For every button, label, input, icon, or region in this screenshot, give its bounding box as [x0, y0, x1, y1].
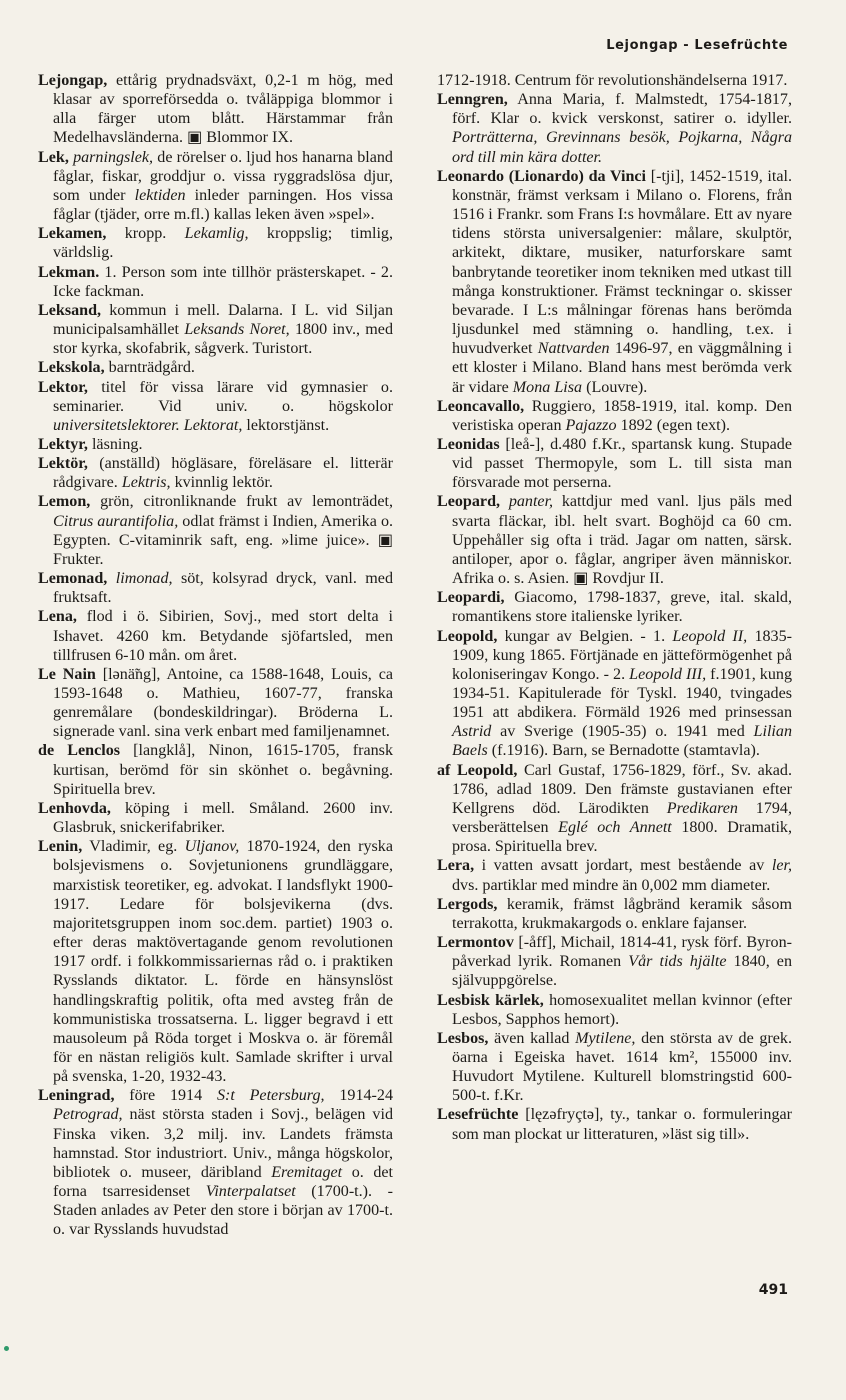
italic-term: ler, — [771, 857, 792, 875]
headword: Leksand, — [38, 301, 102, 319]
entry-text: o. det forna tsarresidenset — [53, 1163, 393, 1201]
headword: Lekman. — [38, 263, 100, 281]
dictionary-entry — [437, 761, 792, 857]
entry-text: 1892 (egen text). — [616, 416, 731, 434]
page-number: 491 — [758, 1282, 788, 1298]
headword: Lenin, — [38, 838, 83, 856]
headword: Leonidas — [437, 435, 500, 453]
entry-text — [107, 570, 115, 587]
dictionary-entry — [38, 71, 393, 148]
italic-term: Mytilene, — [575, 1029, 636, 1047]
dictionary-entry — [38, 492, 393, 569]
italic-term: Eremitaget — [271, 1163, 343, 1181]
dictionary-entry — [38, 148, 393, 225]
entry-text: [-tji], 1452-1519, ital. konstnär, främst verksam i Milano o. Florens, från 1516 i Frankr. som Frans I:s hovmålare. Ett av nyare tidens största universalgenier: målare, skulptör, arkitekt, diktare, musiker, naturforskare samt banbrytande teoretiker inom tekniken med utkast till många konstruktioner. Främst teckningar o. skisser bevarade. I L:s målningar förenas hans berömda ljusdunkel med stämning o. handling, t.ex. i huvudverket — [452, 167, 792, 358]
dictionary-entry — [437, 1029, 792, 1106]
headword: Lesbisk kärlek, — [437, 991, 544, 1009]
headword: Leopold, — [437, 627, 498, 645]
entry-text: 1840, en självuppgörelse. — [452, 953, 793, 990]
entry-text: Vladimir, eg. — [82, 838, 185, 856]
italic-term: Nattvarden — [537, 340, 610, 358]
headword: Lek, — [38, 148, 69, 166]
entry-text: homosexualitet mellan kvinnor (efter Lesbos, Sapphos hemort). — [452, 991, 793, 1028]
italic-term: universitetslektorer. Lektorat, — [53, 416, 243, 434]
dictionary-entry — [38, 301, 393, 358]
italic-term: Vår tids hjälte — [628, 953, 727, 971]
italic-term: Eglé och Annett — [558, 819, 672, 837]
entry-text: grön, citronliknande frukt av lemonträdet, — [90, 493, 393, 511]
italic-term: Lektris, — [121, 474, 171, 492]
entry-text: 1835-1909, kung 1865. Förtjänade en jätteförmögenhet på koloniseringav Kongo. - 2. — [452, 627, 793, 683]
dictionary-entry — [437, 167, 792, 397]
headword: Lesefrüchte — [437, 1106, 519, 1124]
headword: Lenhovda, — [38, 799, 111, 817]
headword: Leopardi, — [437, 589, 505, 607]
entry-text: flod i ö. Sibirien, Sovj., med stort delta i Ishavet. 4260 km. Betydande sjöfartsled, men tillfrusen 6-10 mån. om året. — [53, 608, 393, 664]
headword: Lergods, — [437, 895, 498, 913]
entry-text: kropp. — [106, 225, 185, 243]
italic-term: Astrid — [452, 723, 492, 741]
headword: Lekskola, — [38, 359, 105, 377]
headword: Lejongap, — [38, 72, 108, 89]
dictionary-entry — [437, 1105, 792, 1143]
right-column — [437, 71, 792, 1144]
entry-text: 1794, versberättelsen — [452, 799, 792, 837]
headword: Lemonad, — [38, 570, 108, 588]
entry-text: 1870-1924, den ryska bolsjevismens o. Sovjetunionens grundläggare, marxistisk teoretiker, eg. advokat. I landsflykt 1900-1917. Ledare för bolsjevikerna (dvs. majoritetsgruppen inom soc.dem. partiet) 1903 o. efter deras maktövertagande genom revolutionen 1917 ordf. i folkkommissariernas råd o. i praktiken Rysslands diktator. L. förde en hänsynslöst handlingskraftig politik, ofta med avsteg från de kommunistiska trossatserna. L. ligger begravd i ett mausoleum på Röda torget i Moskva o. är föremål för en nästan religiös kult. Samlade skrifter i urval på svenska, 1-20, 1932-43. — [53, 838, 393, 1086]
entry-text: 1800. Dramatik, prosa. Spirituella brev. — [452, 819, 792, 856]
italic-term: Lekamlig, — [184, 225, 249, 243]
entry-text: odlat främst i Indien, Amerika o. Egypten. C-vitaminrik saft, eng. »lime juice». ▣ Frukter. — [53, 512, 394, 568]
entry-text: inleder parningen. Hos vissa fåglar (tjäder, orre m.fl.) kallas leken även »spel». — [53, 186, 393, 224]
italic-term: Predikaren — [666, 799, 738, 817]
entry-text: keramik, främst lågbränd keramik såsom terrakotta, krukmakargods o. enklare fajanser. — [452, 895, 792, 932]
entry-text: barnträdgård. — [104, 359, 195, 377]
entry-text: ettårig prydnadsväxt, 0,2-1 m hög, med klasar av sporreförsedda o. tvåläppiga blommor i alla färger utom blått. Härstammar från Medelhavsländerna. ▣ Blommor IX. — [53, 72, 393, 147]
headword: Lekamen, — [38, 225, 107, 243]
dictionary-entry — [38, 224, 393, 262]
headword: Leningrad, — [38, 1087, 115, 1105]
headword: Lermontov — [437, 934, 514, 952]
entry-text: 1712-1918. Centrum för revolutionshändelserna 1917. — [437, 72, 788, 89]
entry-text: den största av de grek. öarna i Egeiska havet. 1614 km², 155000 inv. Huvudort Mytilene. Kulturell blomstringstid 600-500-t. f.Kr. — [452, 1029, 792, 1105]
dictionary-entry — [38, 378, 393, 435]
italic-term: S:t Petersburg, — [216, 1087, 325, 1105]
margin-dot — [4, 1346, 9, 1351]
italic-term: limonad, — [115, 570, 173, 588]
entry-text: [langklå], Ninon, 1615-1705, fransk kurtisan, berömd för sin skönhet o. begåvning. Spirituella brev. — [53, 742, 393, 798]
entry-text: 1800 inv., med stor kyrka, skofabrik, sågverk. Turistort. — [53, 321, 393, 358]
entry-text: av Sverige (1905-35) o. 1941 med — [491, 723, 754, 741]
left-column — [38, 71, 393, 1240]
entry-text: kungar av Belgien. - 1. — [497, 627, 673, 645]
headword: Lektyr, — [38, 435, 88, 453]
dictionary-entry — [38, 799, 393, 837]
dictionary-entry — [437, 71, 792, 90]
headword: Le Nain — [38, 665, 96, 683]
headword: Lesbos, — [437, 1029, 489, 1047]
entry-text: (Louvre). — [582, 378, 648, 396]
headword: Lera, — [437, 857, 475, 875]
entry-text: även kallad — [488, 1029, 576, 1047]
entry-text: Ruggiero, 1858-1919, ital. komp. Den veristiska operan — [452, 397, 792, 434]
dictionary-entry — [437, 90, 792, 167]
italic-term: Citrus aurantifolia, — [53, 512, 179, 530]
italic-term: panter, — [508, 493, 554, 511]
dictionary-entry — [38, 607, 393, 664]
entry-text: läsning. — [87, 435, 143, 453]
italic-term: parningslek, — [73, 148, 154, 166]
entry-text: köping i mell. Småland. 2600 inv. Glasbruk, snickerifabriker. — [53, 799, 393, 837]
italic-term: Porträtterna, Grevinnans besök, Pojkarna, Några ord till min kära dotter. — [452, 129, 792, 166]
headword: Leoncavallo, — [437, 397, 525, 415]
italic-term: Leopold III, — [629, 665, 707, 683]
entry-text: [lęzəfryçtə], ty., tankar o. formuleringar som man plockat ur litteraturen, »läst sig till». — [452, 1106, 792, 1143]
entry-text — [500, 493, 509, 510]
headword: Lena, — [38, 608, 77, 626]
entry-text: Giacomo, 1798-1837, greve, ital. skald, romantikens store italienske lyriker. — [452, 589, 792, 626]
entry-text: [leå-], d.480 f.Kr., spartansk kung. Stupade vid passet Thermopyle, som L. till sista man försvarade mot perserna. — [452, 435, 792, 492]
entry-text: näst största staden i Sovj., belägen vid Finska viken. 3,2 milj. inv. Landets främsta hamnstad. Stor industriort. Univ., många högskolor, bibliotek o. museer, däribland — [53, 1106, 393, 1181]
entry-text: (1700-t.). - Staden anlades av Peter den store i början av 1700-t. o. var Rysslands huvudstad — [53, 1183, 393, 1239]
dictionary-entry — [437, 856, 792, 894]
entry-text: de rörelser o. ljud hos hanarna bland fåglar, fiskar, groddjur o. vissa ryggradslösa djur, som under — [53, 148, 393, 204]
dictionary-entry — [38, 435, 393, 454]
entry-text: kroppslig; timlig, världslig. — [53, 225, 393, 262]
dictionary-entry — [437, 435, 792, 492]
dictionary-entry — [38, 263, 393, 301]
headword: de Lenclos — [38, 742, 121, 760]
dictionary-entry — [38, 1086, 393, 1239]
italic-term: Vinterpalatset — [205, 1183, 296, 1201]
entry-text: (f.1916). Barn, se Bernadotte (stamtavla). — [487, 742, 760, 760]
dictionary-entry — [437, 895, 792, 933]
entry-text: Carl Gustaf, 1756-1829, förf., Sv. akad. 1786, adlad 1809. Den främste gustavianen efter Kellgrens död. Lärodikten — [452, 761, 792, 817]
dictionary-entry — [38, 569, 393, 607]
italic-term: Leopold II, — [672, 627, 748, 645]
entry-text: [-åff], Michail, 1814-41, rysk förf. Byron-påverkad lyrik. Romanen — [452, 934, 792, 971]
entry-text: söt, kolsyrad dryck, vanl. med fruktsaft. — [53, 570, 394, 607]
dictionary-entry — [437, 627, 792, 761]
italic-term: Lilian Baels — [452, 723, 792, 760]
italic-term: Leksands Noret, — [184, 321, 290, 339]
dictionary-entry — [38, 837, 393, 1086]
dictionary-entry — [437, 991, 792, 1029]
headword: Lenngren, — [437, 91, 508, 109]
dictionary-entry — [437, 492, 792, 588]
dictionary-entry — [437, 933, 792, 990]
entry-text: kommun i mell. Dalarna. I L. vid Siljan municipalsamhället — [53, 301, 393, 339]
entry-text: [lənä̃ng], Antoine, ca 1588-1648, Louis, ca 1593-1648 o. Mathieu, 1607-77, franska genremålare (bondeskildringar). Bröderna L. signerade vanl. sina verk enbart med familjenamnet. — [53, 665, 393, 741]
entry-text: dvs. partiklar med mindre än 0,002 mm diameter. — [452, 876, 771, 894]
italic-term: Pajazzo — [565, 416, 617, 434]
headword: af Leopold, — [437, 761, 518, 779]
headword: Lemon, — [38, 493, 91, 511]
entry-text: titel för vissa lärare vid gymnasier o. seminarier. Vid univ. o. högskolor — [53, 378, 393, 415]
headword: Leonardo (Lionardo) da Vinci — [437, 167, 647, 185]
headword: Lektor, — [38, 378, 88, 396]
entry-text: 1. Person som inte tillhör prästerskapet. - 2. Icke fackman. — [53, 263, 393, 300]
entry-text: (anställd) högläsare, föreläsare el. litterär rådgivare. — [53, 455, 393, 492]
italic-term: Petrograd, — [53, 1106, 123, 1124]
entry-text: Anna Maria, f. Malmstedt, 1754-1817, förf. Klar o. kvick verskonst, satirer o. idyller. — [452, 91, 792, 128]
running-head: Lejongap - Lesefrüchte — [606, 38, 788, 53]
dictionary-entry — [38, 665, 393, 742]
entry-text: lektorstjänst. — [242, 416, 330, 434]
dictionary-entry — [437, 588, 792, 626]
headword: Leopard, — [437, 493, 501, 511]
dictionary-entry — [38, 454, 393, 492]
italic-term: lektiden — [134, 186, 186, 204]
entry-text: 1496-97, en väggmålning i ett kloster i Milano. Bland hans mest berömda verk är vidare — [452, 340, 792, 396]
entry-text: 1914-24 — [324, 1087, 393, 1105]
dictionary-entry — [38, 358, 393, 377]
entry-text: kattdjur med vanl. ljus päls med svarta fläckar, ibl. helt svart. Boghöjd ca 60 cm. Uppehåller sig ofta i träd. Jagar om natten, särsk. antiloper, apor o. fåglar, angriper även människor. Afrika o. s. Asien. ▣ Rovdjur II. — [452, 493, 792, 588]
entry-text: före 1914 — [114, 1087, 217, 1105]
dictionary-entry — [437, 397, 792, 435]
italic-term: Mona Lisa — [512, 378, 583, 396]
entry-text: kvinnlig lektör. — [170, 474, 273, 492]
entry-text: f.1901, kung 1934-51. Kapitulerade för Tyskl. 1940, tvingades 1951 att abdikera. Förmäld 1926 med prinsessan — [452, 665, 792, 722]
dictionary-entry — [38, 741, 393, 798]
headword: Lektör, — [38, 455, 88, 473]
italic-term: Uljanov, — [184, 838, 240, 856]
entry-text: i vatten avsatt jordart, mest bestående av — [474, 857, 772, 875]
